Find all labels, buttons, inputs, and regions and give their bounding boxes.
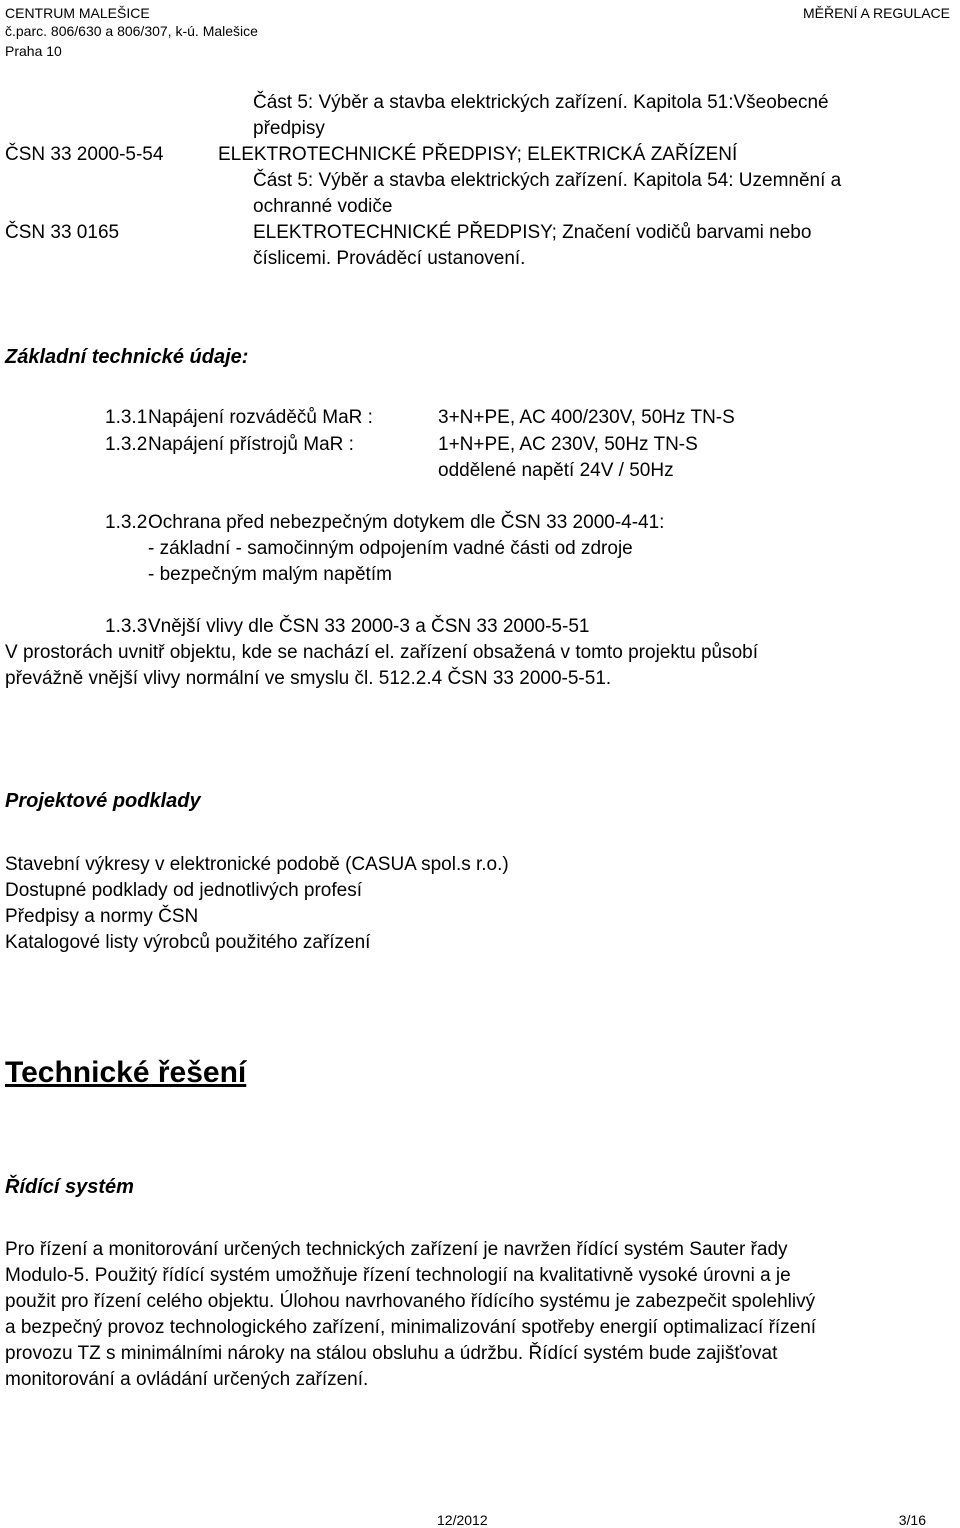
standard-text-line: ELEKTROTECHNICKÉ PŘEDPISY; Značení vodičů barvami nebo [253, 222, 812, 243]
technical-heading: Základní technické údaje: [5, 346, 249, 368]
standard-text-line: číslicemi. Prováděcí ustanovení. [253, 248, 526, 269]
list-item: Předpisy a normy ČSN [5, 906, 199, 927]
standard-text-line: ochranné vodiče [253, 196, 393, 217]
item-label: Napájení rozváděčů MaR : [148, 407, 373, 428]
item-number: 1.3.2 [105, 434, 148, 455]
header-city: Praha 10 [5, 43, 62, 59]
section-title: Technické řešení [5, 1056, 247, 1089]
list-item: Stavební výkresy v elektronické podobě (CASUA spol.s r.o.) [5, 854, 509, 875]
list-item: Katalogové listy výrobců použitého zařízení [5, 932, 371, 953]
standard-text-line: Část 5: Výběr a stavba elektrických zařízení. Kapitola 54: Uzemnění a [253, 170, 842, 191]
paragraph-line: V prostorách uvnitř objektu, kde se nachází el. zařízení obsažená v tomto projektu působí [5, 642, 759, 663]
item-number: 1.3.2 [105, 512, 148, 533]
item-text: - základní - samočinným odpojením vadné části od zdroje [148, 538, 633, 559]
item-text: - bezpečným malým napětím [148, 564, 392, 585]
paragraph-line: převážně vnější vlivy normální ve smyslu čl. 512.2.4 ČSN 33 2000-5-51. [5, 668, 612, 689]
paragraph-line: a bezpečný provoz technologického zařízení, minimalizování spotřeby energií optimalizací řízení [5, 1317, 817, 1338]
header-org: CENTRUM MALEŠICE [5, 5, 150, 21]
paragraph-line: provozu TZ s minimálními nároky na stálou obsluhu a údržbu. Řídící systém bude zajišťovat [5, 1343, 778, 1364]
item-label: Napájení přístrojů MaR : [148, 434, 354, 455]
item-value: 3+N+PE, AC 400/230V, 50Hz TN-S [438, 407, 735, 428]
item-text: Ochrana před nebezpečným dotykem dle ČSN 33 2000-4-41: [148, 512, 665, 533]
paragraph-line: Pro řízení a monitorování určených technických zařízení je navržen řídící systém Sauter řady [5, 1239, 788, 1260]
paragraph-line: použit pro řízení celého objektu. Úlohou navrhovaného řídícího systému je zabezpečit spolehlivý [5, 1291, 816, 1312]
standard-text-line: předpisy [253, 118, 325, 139]
page-number: 3/16 [898, 1512, 926, 1528]
standard-code: ČSN 33 0165 [5, 222, 120, 243]
header-section: MĚŘENÍ A REGULACE [802, 5, 950, 21]
item-value: oddělené napětí 24V / 50Hz [438, 460, 674, 481]
paragraph-line: Modulo-5. Použitý řídící systém umožňuje řízení technologií na kvalitativně vysoké úrovni a je [5, 1265, 791, 1286]
standard-text-line: ELEKTROTECHNICKÉ PŘEDPISY; ELEKTRICKÁ ZAŘÍZENÍ [218, 144, 738, 165]
standard-text-line: Část 5: Výběr a stavba elektrických zařízení. Kapitola 51:Všeobecné [253, 92, 829, 113]
list-item: Dostupné podklady od jednotlivých profesí [5, 880, 363, 901]
paragraph-line: monitorování a ovládání určených zařízení. [5, 1369, 369, 1390]
item-text: Vnější vlivy dle ČSN 33 2000-3 a ČSN 33 2000-5-51 [148, 616, 590, 637]
item-value: 1+N+PE, AC 230V, 50Hz TN-S [438, 434, 698, 455]
header-parcel: č.parc. 806/630 a 806/307, k-ú. Malešice [5, 23, 258, 39]
item-number: 1.3.3 [105, 616, 148, 637]
item-number: 1.3.1 [105, 407, 148, 428]
sources-heading: Projektové podklady [5, 790, 201, 812]
subsection-title: Řídící systém [5, 1176, 134, 1198]
footer-date: 12/2012 [437, 1512, 488, 1528]
standard-code: ČSN 33 2000-5-54 [5, 144, 164, 165]
